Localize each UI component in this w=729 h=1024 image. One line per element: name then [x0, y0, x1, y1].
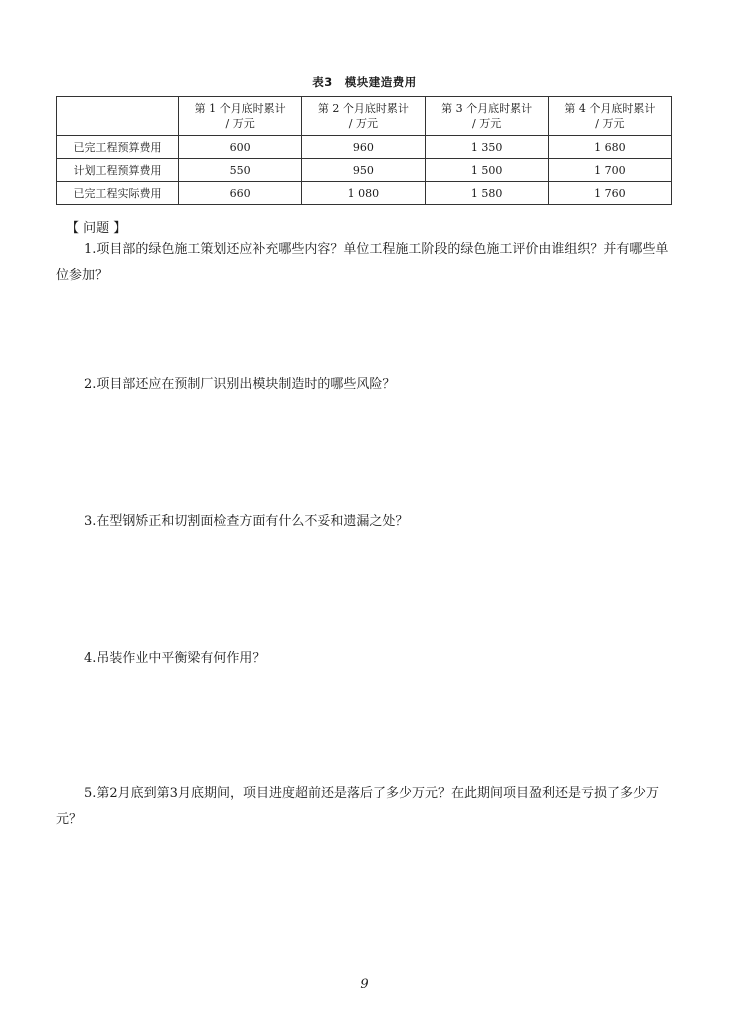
page-number: 9 — [360, 977, 369, 992]
header-unit: / 万元 — [595, 117, 625, 130]
table-row — [57, 182, 672, 205]
row-label: 计划工程预算费用 — [57, 159, 179, 182]
row-label: 已完工程实际费用 — [57, 182, 179, 205]
table-caption: 表3 模块建造费用 — [312, 75, 417, 89]
header-unit: / 万元 — [348, 117, 378, 130]
question-1: 1.项目部的绿色施工策划还应补充哪些内容？单位工程施工阶段的绿色施工评价由谁组织？并有哪些单位参加？ — [56, 242, 669, 283]
table-cell: 960 — [302, 136, 425, 159]
question-2: 2.项目部还应在预制厂识别出模块制造时的哪些风险？ — [84, 377, 396, 392]
header-line: 第 2 个月底时累计 — [317, 102, 409, 115]
table-cell: 1 580 — [425, 182, 548, 205]
table-header-cell — [179, 97, 302, 136]
table-header-cell — [425, 97, 548, 136]
table-cell: 600 — [179, 136, 302, 159]
header-line: 第 1 个月底时累计 — [194, 102, 286, 115]
question-4: 4.吊装作业中平衡梁有何作用？ — [84, 651, 266, 666]
table-cell: 1 350 — [425, 136, 548, 159]
row-label: 已完工程预算费用 — [57, 136, 179, 159]
question-5: 5.第2月底到第3月底期间，项目进度超前还是落后了多少万元？在此期间项目盈利还是亏损了多少万元？ — [56, 786, 659, 827]
table-cell: 660 — [179, 182, 302, 205]
table-cell: 1 700 — [548, 159, 671, 182]
table-cell: 1 080 — [302, 182, 425, 205]
table-cell: 1 500 — [425, 159, 548, 182]
header-unit: / 万元 — [472, 117, 502, 130]
table-cell: 950 — [302, 159, 425, 182]
table-header-corner — [57, 97, 179, 136]
table-row — [57, 159, 672, 182]
table-cell: 1 680 — [548, 136, 671, 159]
header-line: 第 3 个月底时累计 — [441, 102, 533, 115]
table-row — [57, 136, 672, 159]
header-line: 第 4 个月底时累计 — [564, 102, 656, 115]
question-3: 3.在型钢矫正和切割面检查方面有什么不妥和遗漏之处？ — [84, 514, 409, 529]
table-cell: 550 — [179, 159, 302, 182]
table-header-cell — [548, 97, 671, 136]
table-cell: 1 760 — [548, 182, 671, 205]
table-header-cell — [302, 97, 425, 136]
section-title: 【 问题 】 — [66, 221, 127, 236]
cost-table — [56, 96, 672, 205]
table-header-row — [57, 97, 672, 136]
header-unit: / 万元 — [225, 117, 255, 130]
